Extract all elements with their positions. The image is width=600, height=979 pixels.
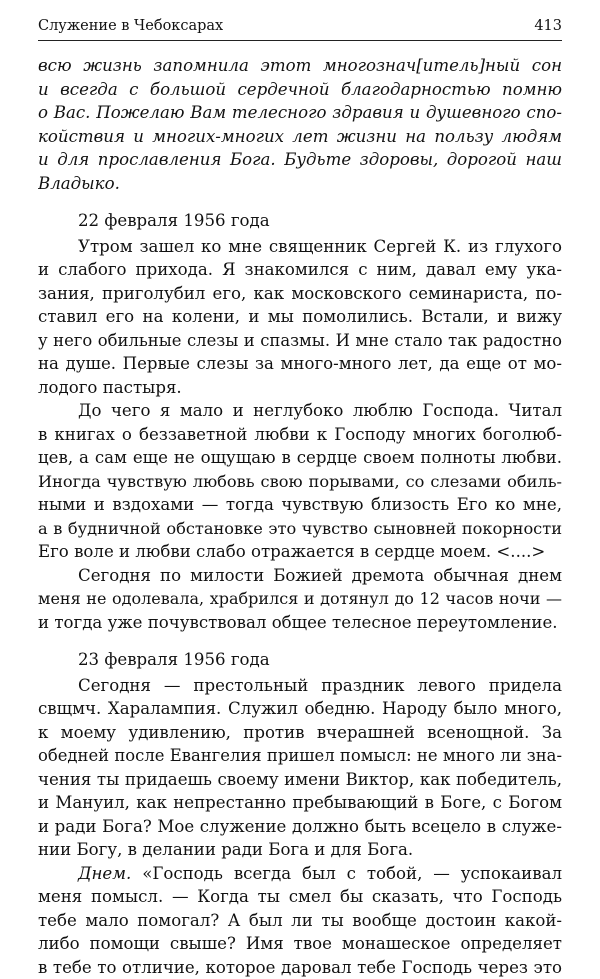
paragraph [38, 399, 562, 564]
text-line: всю жизнь запомнила этот многознач[итель]ный сон [38, 54, 562, 78]
text-line: к моему удивлению, против вчерашней всенощной. За [38, 721, 562, 745]
text-line: Владыко. [38, 172, 562, 196]
text-line: у него обильные слезы и спазмы. И мне стало так радостно [38, 329, 562, 353]
paragraph [38, 564, 562, 635]
text-fragment: «Господь всегда был с тобой, — успокаивал [142, 864, 562, 883]
text-line: и ради Бога? Мое служение должно быть всецело в служе- [38, 815, 562, 839]
paragraph [38, 862, 562, 979]
text-line: Его воле и любви слабо отражается в сердце моем. <....> [38, 540, 562, 564]
text-line: зания, приголубил его, как московского семинариста, по- [38, 282, 562, 306]
text-line: либо помощи свыше? Имя твое монашеское определяет [38, 932, 562, 956]
text-line: и тогда уже почувствовал общее телесное переутомление. [38, 611, 562, 635]
text-line: Сегодня по милости Божией дремота обычная днем [38, 564, 562, 588]
text-line: и Мануил, как непрестанно пребывающий в Боге, с Богом [38, 791, 562, 815]
paragraph [38, 235, 562, 400]
book-page [38, 16, 562, 979]
diary-entry-date: 23 февраля 1956 года [38, 648, 562, 672]
text-line: обедней после Евангелия пришел помысл: не много ли зна- [38, 744, 562, 768]
text-line: ными и вздохами — тогда чувствую близость Его ко мне, [38, 493, 562, 517]
paragraph [38, 674, 562, 862]
letter-closing-paragraph [38, 54, 562, 195]
text-line: в книгах о беззаветной любви к Господу многих боголюб- [38, 423, 562, 447]
running-header [38, 16, 562, 41]
text-line: в тебе то отличие, которое даровал тебе Господь через это [38, 956, 562, 979]
text-line: тебе мало помогал? А был ли ты вообще достоин какой- [38, 909, 562, 933]
text-line: на душе. Первые слезы за много-много лет, да еще от мо- [38, 352, 562, 376]
text-line: Сегодня — престольный праздник левого придела [38, 674, 562, 698]
text-line: койствия и многих-многих лет жизни на пользу людям [38, 125, 562, 149]
text-line: Утром зашел ко мне священник Сергей К. из глухого [38, 235, 562, 259]
running-header-title: Служение в Чебоксарах [38, 16, 223, 36]
text-line: и для прославления Бога. Будьте здоровы, дорогой наш [38, 148, 562, 172]
text-line: Иногда чувствую любовь свою порывами, со слезами обиль- [38, 470, 562, 494]
text-line: и всегда с большой сердечной благодарностью помню [38, 78, 562, 102]
text-line: меня помысл. — Когда ты смел бы сказать, что Господь [38, 885, 562, 909]
text-line: нии Богу, в делании ради Бога и для Бога. [38, 838, 562, 862]
text-line: ставил его на колени, и мы помолились. Встали, и вижу [38, 305, 562, 329]
text-line: цев, а сам еще не ощущаю в сердце своем полноты любви. [38, 446, 562, 470]
diary-entry-date: 22 февраля 1956 года [38, 209, 562, 233]
text-line: свщмч. Харалампия. Служил обедню. Народу было много, [38, 697, 562, 721]
page-number: 413 [534, 16, 562, 36]
page-body [38, 54, 562, 979]
text-line: меня не одолевала, храбрился и дотянул до 12 часов ночи — [38, 587, 562, 611]
text-line: и слабого прихода. Я знакомился с ним, давал ему ука- [38, 258, 562, 282]
text-line [38, 862, 562, 886]
text-line: До чего я мало и неглубоко люблю Господа. Читал [38, 399, 562, 423]
time-of-day-label: Днем. [78, 864, 131, 883]
text-line: о Вас. Пожелаю Вам телесного здравия и душевного спо- [38, 101, 562, 125]
text-line: лодого пастыря. [38, 376, 562, 400]
text-line: а в будничной обстановке это чувство сыновней покорности [38, 517, 562, 541]
text-line: чения ты придаешь своему имени Виктор, как победитель, [38, 768, 562, 792]
